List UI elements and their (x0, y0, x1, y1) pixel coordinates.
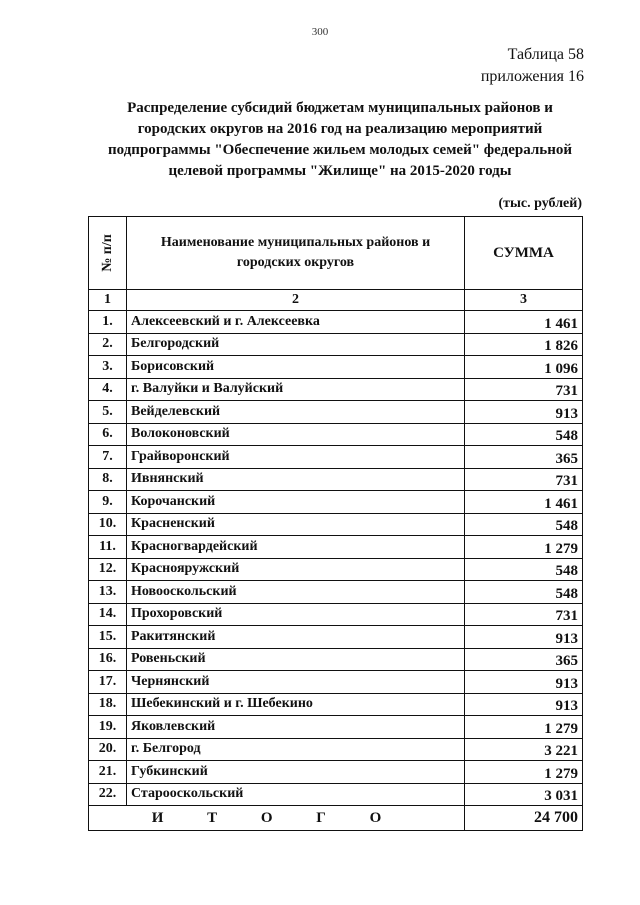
subsidy-amount: 1 279 (465, 716, 583, 739)
subsidy-amount: 913 (465, 626, 583, 649)
district-name: Прохоровский (127, 603, 465, 626)
district-name: Красногвардейский (127, 536, 465, 559)
header-sum: СУММА (465, 217, 583, 290)
row-number: 19. (89, 716, 127, 739)
row-number: 5. (89, 401, 127, 424)
table-row (89, 603, 583, 626)
row-number: 8. (89, 468, 127, 491)
table-row (89, 738, 583, 761)
district-name: Губкинский (127, 761, 465, 784)
subsidy-amount: 1 096 (465, 356, 583, 379)
table-row (89, 468, 583, 491)
table-ref-line1: Таблица 58 (507, 46, 584, 63)
page-number: 300 (311, 26, 329, 38)
district-name: Ракитянский (127, 626, 465, 649)
row-number: 18. (89, 693, 127, 716)
table-row (89, 356, 583, 379)
subsidy-amount: 731 (465, 378, 583, 401)
title-line3: подпрограммы "Обеспечение жильем молодых семей" федеральной (108, 142, 572, 158)
subsidy-amount: 1 279 (465, 536, 583, 559)
table-row (89, 671, 583, 694)
subsidy-table (88, 216, 583, 831)
subsidy-amount: 1 279 (465, 761, 583, 784)
district-name: г. Белгород (127, 738, 465, 761)
table-row (89, 626, 583, 649)
subsidy-amount: 3 031 (465, 783, 583, 806)
row-number: 13. (89, 581, 127, 604)
district-name: Ивнянский (127, 468, 465, 491)
district-name: Ровеньский (127, 648, 465, 671)
title-line2: городских округов на 2016 год на реализацию мероприятий (137, 121, 543, 137)
district-name: Вейделевский (127, 401, 465, 424)
subsidy-amount: 1 826 (465, 333, 583, 356)
table-row (89, 581, 583, 604)
row-number: 12. (89, 558, 127, 581)
column-number: 1 (89, 290, 127, 311)
district-name: Яковлевский (127, 716, 465, 739)
table-row (89, 311, 583, 334)
district-name: Новооскольский (127, 581, 465, 604)
row-number: 1. (89, 311, 127, 334)
header-name-line1: Наименование муниципальных районов и (160, 235, 431, 250)
subsidy-amount: 731 (465, 603, 583, 626)
table-row (89, 558, 583, 581)
header-name (127, 217, 465, 290)
title-line1: Распределение субсидий бюджетам муниципальных районов и (127, 100, 553, 116)
district-name: Старооскольский (127, 783, 465, 806)
district-name: Красненский (127, 513, 465, 536)
table-row (89, 378, 583, 401)
table-row (89, 783, 583, 806)
document-title (90, 98, 590, 182)
subsidy-amount: 3 221 (465, 738, 583, 761)
district-name: Алексеевский и г. Алексеевка (127, 311, 465, 334)
district-name: Шебекинский и г. Шебекино (127, 693, 465, 716)
subsidy-amount: 913 (465, 693, 583, 716)
table-row (89, 693, 583, 716)
district-name: Борисовский (127, 356, 465, 379)
header-number (89, 217, 127, 290)
total-label: И Т О Г О (89, 806, 465, 831)
district-name: Корочанский (127, 491, 465, 514)
district-name: Чернянский (127, 671, 465, 694)
row-number: 4. (89, 378, 127, 401)
header-row (89, 217, 583, 290)
table-row (89, 648, 583, 671)
column-number: 2 (127, 290, 465, 311)
row-number: 14. (89, 603, 127, 626)
total-sum: 24 700 (465, 806, 583, 831)
row-number: 6. (89, 423, 127, 446)
subsidy-amount: 913 (465, 401, 583, 424)
district-name: Краснояружский (127, 558, 465, 581)
subsidy-amount: 1 461 (465, 311, 583, 334)
row-number: 15. (89, 626, 127, 649)
row-number: 7. (89, 446, 127, 469)
district-name: Волоконовский (127, 423, 465, 446)
table-reference (481, 44, 584, 88)
subsidy-amount: 1 461 (465, 491, 583, 514)
table-row (89, 333, 583, 356)
district-name: Грайворонский (127, 446, 465, 469)
header-name-line2: городских округов (236, 255, 355, 270)
table-row (89, 491, 583, 514)
district-name: г. Валуйки и Валуйский (127, 378, 465, 401)
table-row (89, 423, 583, 446)
subsidy-amount: 548 (465, 423, 583, 446)
subsidy-amount: 548 (465, 558, 583, 581)
row-number: 20. (89, 738, 127, 761)
table-row (89, 761, 583, 784)
row-number: 17. (89, 671, 127, 694)
subsidy-amount: 913 (465, 671, 583, 694)
row-number: 3. (89, 356, 127, 379)
subsidy-amount: 731 (465, 468, 583, 491)
row-number: 22. (89, 783, 127, 806)
row-number: 9. (89, 491, 127, 514)
subsidy-amount: 365 (465, 648, 583, 671)
table-row (89, 446, 583, 469)
table-row (89, 513, 583, 536)
row-number: 10. (89, 513, 127, 536)
table-row (89, 401, 583, 424)
district-name: Белгородский (127, 333, 465, 356)
header-number-label: № п/п (99, 234, 115, 272)
units-label: (тыс. рублей) (498, 196, 582, 211)
column-number: 3 (465, 290, 583, 311)
subsidy-amount: 548 (465, 513, 583, 536)
table-row (89, 536, 583, 559)
table-ref-line2: приложения 16 (480, 68, 584, 85)
subsidy-amount: 548 (465, 581, 583, 604)
table-row (89, 716, 583, 739)
column-numbering-row (89, 290, 583, 311)
total-row (89, 806, 583, 831)
row-number: 2. (89, 333, 127, 356)
row-number: 16. (89, 648, 127, 671)
row-number: 21. (89, 761, 127, 784)
title-line4: целевой программы "Жилище" на 2015-2020 годы (168, 163, 512, 179)
subsidy-amount: 365 (465, 446, 583, 469)
row-number: 11. (89, 536, 127, 559)
